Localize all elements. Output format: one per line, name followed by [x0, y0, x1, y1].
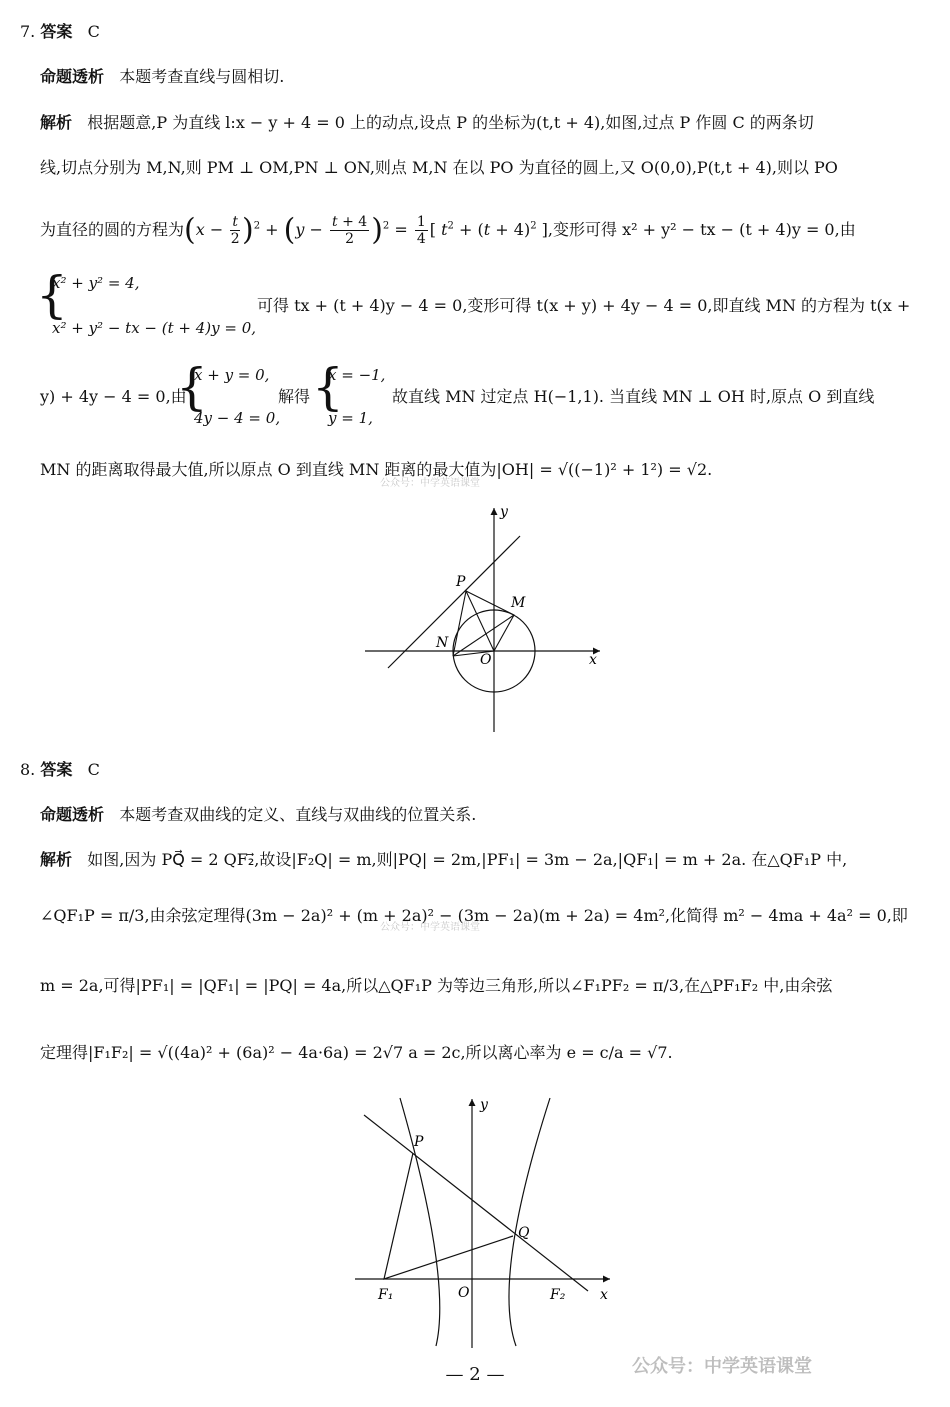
q7-line3-suffix: ,变形可得 x² + y² − tx − (t + 4)y = 0,由 [547, 220, 856, 239]
q7-figure [360, 498, 620, 738]
q8-insight-text: 本题考查双曲线的定义、直线与双曲线的位置关系. [119, 805, 477, 824]
q8-analysis-label: 解析 [40, 850, 73, 869]
q8-label-y: y [480, 1097, 488, 1113]
q7-line3-prefix: 为直径的圆的方程为 [40, 220, 185, 239]
q8-triangle [384, 1153, 513, 1279]
q8-answer: C [87, 760, 100, 779]
q8-label-F1: F₁ [378, 1287, 394, 1303]
q8-analysis-line1 [40, 850, 847, 870]
q8-label-x: x [600, 1287, 608, 1303]
q7-answer-label: 答案 [40, 22, 73, 41]
q8-label-P: P [414, 1134, 424, 1150]
q8-line2: ∠QF₁P = π/3,由余弦定理得(3m − 2a)² + (m + 2a)² − (3m − 2a)(m + 2a) = 4m²,化简得 m² − 4ma + 4a² = 0,即 [40, 906, 908, 925]
q8-label-Q: Q [518, 1225, 530, 1241]
q7-label-y: y [500, 504, 508, 520]
q7-header [20, 22, 100, 42]
q7-label-P: P [456, 574, 466, 590]
q7-system3-eq1: x = −1, [328, 366, 386, 384]
q7-line1-text: 根据题意,P 为直线 l:x − y + 4 = 0 上的动点,设点 P 的坐标为(t,t + 4),如图,过点 P 作圆 C 的两条切 [87, 113, 814, 132]
q7-line-MN [453, 615, 514, 656]
watermark-q7: 公众号：中学英语课堂 [380, 478, 480, 489]
q8-label-O: O [458, 1285, 470, 1301]
q7-system3-eq2: y = 1, [328, 409, 373, 427]
q7-system1-eq2: x² + y² − tx − (t + 4)y = 0, [52, 319, 257, 337]
q7-answer: C [87, 22, 100, 41]
q8-hyperbola-right [509, 1098, 550, 1346]
q7-label-x: x [589, 652, 597, 668]
q7-system2-brace: { [176, 358, 208, 416]
q7-analysis-line1 [40, 113, 814, 133]
q7-system2-eq1: x + y = 0, [194, 366, 270, 384]
q7-line5-suffix: 故直线 MN 过定点 H(−1,1). 当直线 MN ⊥ OH 时,原点 O 到直线 [392, 387, 875, 406]
page-number: — 2 — [445, 1364, 505, 1385]
q7-triangle-PNO [453, 591, 494, 656]
q7-insight-text: 本题考查直线与圆相切. [119, 67, 285, 86]
q8-header [20, 760, 100, 780]
q7-line5-solve: 解得 [278, 387, 311, 406]
q7-number: 7. [20, 22, 36, 41]
q8-figure [350, 1093, 630, 1353]
q7-insight-label: 命题透析 [40, 67, 105, 86]
q8-line1-text: 如图,因为 PQ⃗ = 2 QF₂⃗,故设|F₂Q| = m,则|PQ| = 2m,|PF₁| = 3m − 2a,|QF₁| = m + 2a. 在△QF₁P 中, [87, 850, 848, 869]
q7-system3-brace: { [312, 358, 344, 416]
q8-insight [40, 805, 476, 825]
q8-number: 8. [20, 760, 36, 779]
q7-line6: MN 的距离取得最大值,所以原点 O 到直线 MN 距离的最大值为|OH| = √((−1)² + 1²) = √2. [40, 460, 713, 479]
q7-label-N: N [436, 635, 449, 651]
watermark-q8: 公众号：中学英语课堂 [380, 922, 480, 933]
q7-system2-eq2: 4y − 4 = 0, [194, 409, 281, 427]
q7-label-M: M [511, 595, 526, 611]
q7-insight [40, 67, 284, 87]
q7-system1-brace: { [36, 266, 68, 324]
q7-analysis-label: 解析 [40, 113, 73, 132]
q8-line4: 定理得|F₁F₂| = √((4a)² + (6a)² − 4a·6a) = 2√7 a = 2c,所以离心率为 e = c/a = √7. [40, 1043, 673, 1062]
q8-insight-label: 命题透析 [40, 805, 105, 824]
q8-line-PQ [364, 1115, 588, 1291]
q7-system1-eq1: x² + y² = 4, [52, 274, 140, 292]
q7-line3: 为直径的圆的方程为(x − $\frac{t}{2}$ )$^2$ + (y − $\frac{t + 4}{2}$ )$^2$ = $\frac{1}{4}$ [ $t^2 + (t + 4)^2$ ],变形可得 x² + y² − tx − (t + 4)y = 0,由 [40, 212, 856, 248]
q7-line4: 可得 tx + (t + 4)y − 4 = 0,变形可得 t(x + y) + 4y − 4 = 0,即直线 MN 的方程为 t(x + [257, 296, 911, 315]
q8-line3: m = 2a,可得|PF₁| = |QF₁| = |PQ| = 4a,所以△QF₁P 为等边三角形,所以∠F₁PF₂ = π/3,在△PF₁F₂ 中,由余弦 [40, 976, 833, 995]
q7-line2: 线,切点分别为 M,N,则 PM ⊥ OM,PN ⊥ ON,则点 M,N 在以 PO 为直径的圆上,又 O(0,0),P(t,t + 4),则以 PO [40, 158, 838, 177]
q7-label-O: O [480, 652, 492, 668]
q7-line5-prefix: y) + 4y − 4 = 0,由 [40, 387, 187, 406]
q8-answer-label: 答案 [40, 760, 73, 779]
q8-label-F2: F₂ [550, 1287, 566, 1303]
watermark-footer: 公众号：中学英语课堂 [632, 1356, 812, 1377]
